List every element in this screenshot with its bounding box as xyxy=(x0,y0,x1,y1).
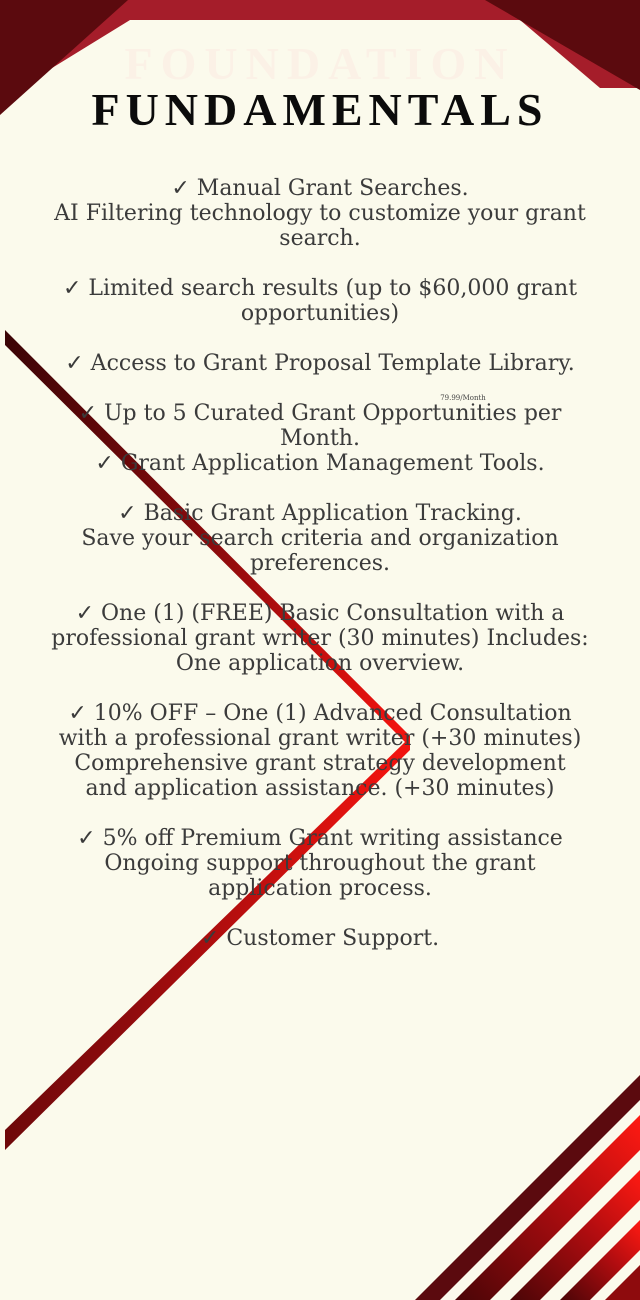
feature-line: preferences. xyxy=(249,551,391,576)
feature-line: professional grant writer (30 minutes) Includes: xyxy=(51,626,589,651)
feature-line: ✓ 5% off Premium Grant writing assistance xyxy=(77,826,563,851)
feature-line: ✓ Customer Support. xyxy=(200,926,440,951)
feature-item xyxy=(16,351,624,376)
feature-item xyxy=(16,501,624,576)
feature-line: opportunities) xyxy=(240,301,400,326)
feature-line: AI Filtering technology to customize your grant xyxy=(54,201,586,226)
feature-item xyxy=(16,826,624,901)
feature-line: Comprehensive grant strategy development xyxy=(74,751,566,776)
feature-line: ✓ Manual Grant Searches. xyxy=(171,176,469,201)
feature-line: One application overview. xyxy=(175,651,465,676)
price-note: 79.99/Month xyxy=(440,394,486,402)
feature-line: ✓ Grant Application Management Tools. xyxy=(95,451,545,476)
feature-item xyxy=(16,276,624,326)
feature-item xyxy=(16,926,624,951)
feature-line: ✓ Access to Grant Proposal Template Library. xyxy=(65,351,575,376)
feature-line: ✓ Up to 5 Curated Grant Opportunities per xyxy=(78,401,562,426)
corner-stripes xyxy=(415,1075,640,1300)
feature-line: and application assistance. (+30 minutes) xyxy=(85,776,555,801)
feature-line: Ongoing support throughout the grant xyxy=(104,851,536,876)
feature-item xyxy=(16,176,624,251)
feature-line: ✓ 10% OFF – One (1) Advanced Consultation xyxy=(68,701,572,726)
feature-line: ✓ One (1) (FREE) Basic Consultation with a xyxy=(75,601,565,626)
feature-line: application process. xyxy=(208,876,432,901)
title-line-2: FUNDAMENTALS xyxy=(91,84,549,135)
feature-line: Month. xyxy=(280,426,360,451)
feature-line: ✓ Basic Grant Application Tracking. xyxy=(118,501,522,526)
feature-line: Save your search criteria and organization xyxy=(81,526,559,551)
feature-line: search. xyxy=(279,226,361,251)
feature-line: with a professional grant writer (+30 minutes) xyxy=(58,726,582,751)
feature-item xyxy=(16,601,624,676)
feature-item xyxy=(16,401,624,476)
feature-line: ✓ Limited search results (up to $60,000 grant xyxy=(62,276,578,301)
title-line-1: FOUNDATION xyxy=(124,38,516,89)
feature-item xyxy=(16,701,624,801)
